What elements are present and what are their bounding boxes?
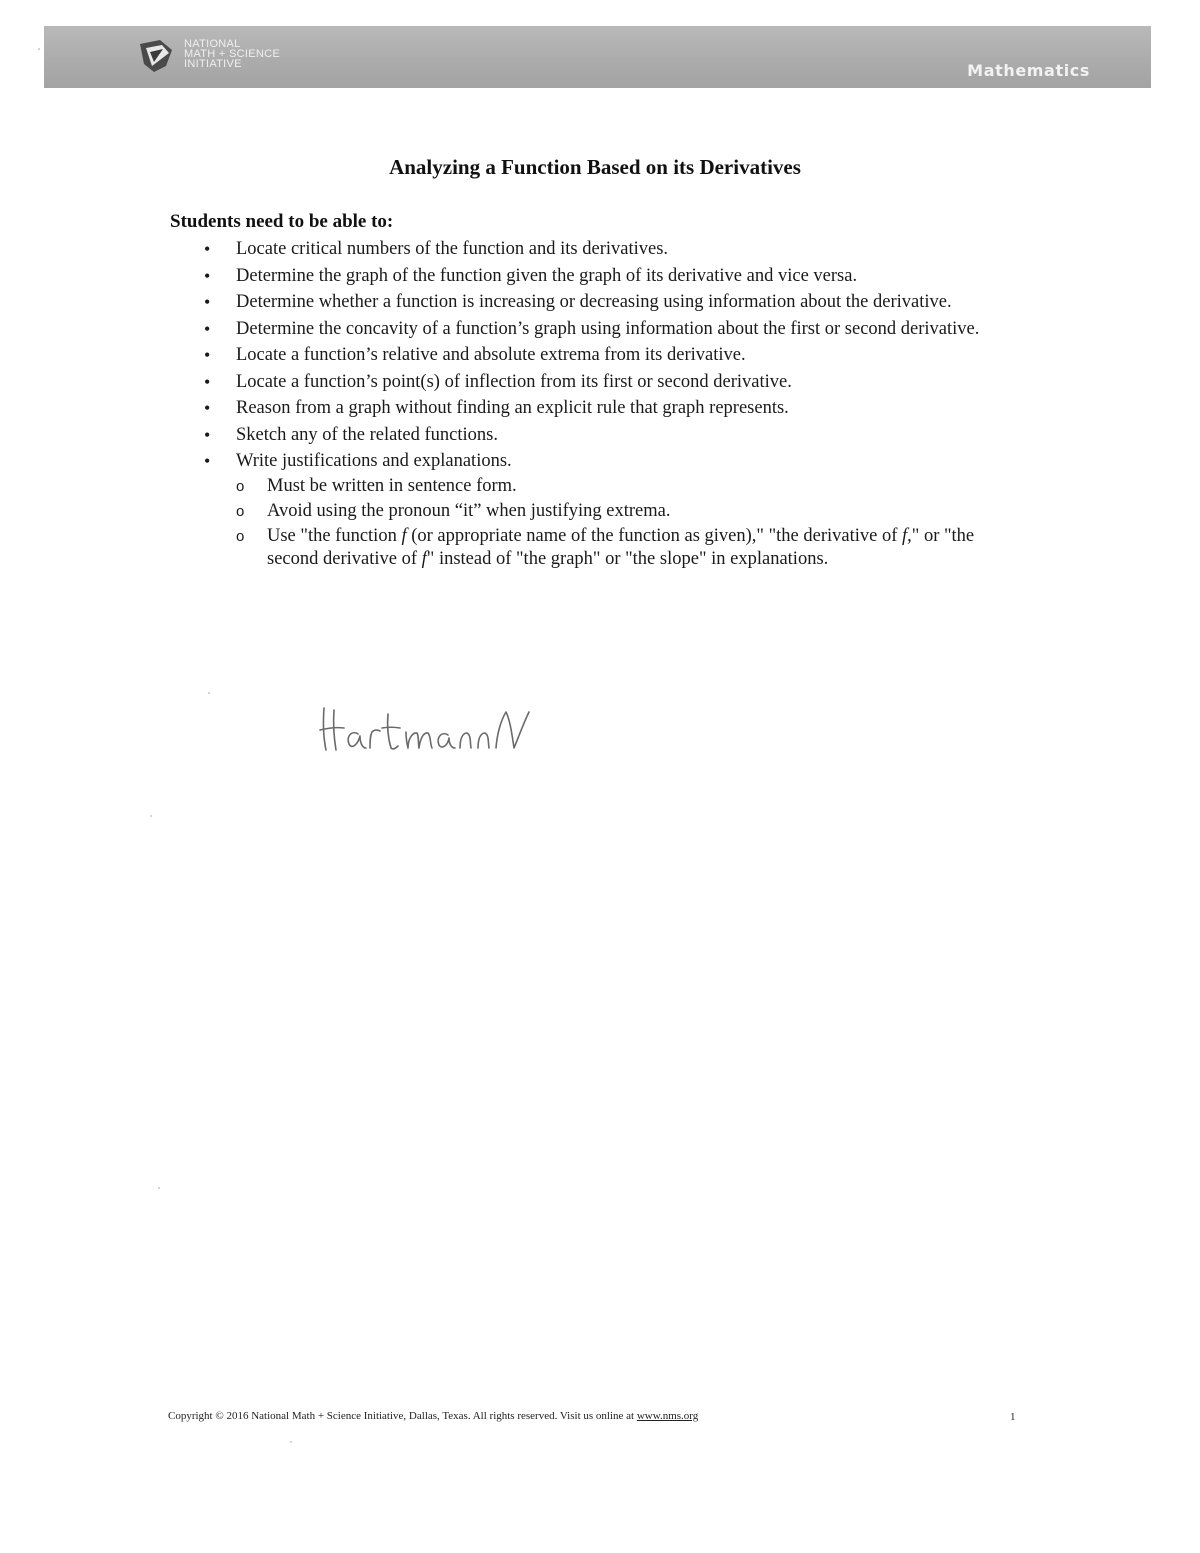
list-item: • Reason from a graph without finding an explicit rule that graph represents. — [204, 397, 1019, 420]
scan-speck — [158, 1187, 160, 1189]
handwritten-signature — [318, 700, 538, 756]
sub-list-item: o Avoid using the pronoun “it” when justifying extrema. — [236, 500, 1019, 523]
list-item-with-subitems — [204, 450, 1019, 571]
sub-item-text: (or appropriate name of the function as given)," "the derivative of — [406, 526, 903, 546]
copyright-text: Copyright © 2016 National Math + Science Initiative, Dallas, Texas. All rights reserved. Visit us online at — [168, 1410, 637, 1422]
sub-list-item — [236, 525, 1019, 571]
list-item: • Determine whether a function is increasing or decreasing using information about the derivative. — [204, 291, 1019, 314]
list-item: • Determine the graph of the function given the graph of its derivative and vice versa. — [204, 265, 1019, 288]
list-item: • Locate critical numbers of the function and its derivatives. — [204, 238, 1019, 261]
list-item: • Locate a function’s relative and absolute extrema from its derivative. — [204, 344, 1019, 367]
scan-speck — [150, 815, 152, 817]
header-bar — [44, 26, 1151, 88]
subject-label: Mathematics — [967, 61, 1090, 80]
list-item-text: Write justifications and explanations. — [236, 451, 512, 471]
section-heading: Students need to be able to: — [170, 211, 394, 232]
sub-item-text: ," or "the second derivative of — [267, 526, 975, 569]
scan-speck — [208, 692, 210, 694]
org-name-line: NATIONAL — [184, 38, 241, 50]
sub-list-item: o Must be written in sentence form. — [236, 475, 1019, 498]
org-name-line: INITIATIVE — [184, 58, 242, 70]
list-item: • Determine the concavity of a function’s graph using information about the first or second derivative. — [204, 318, 1019, 341]
skills-list — [204, 238, 1019, 575]
function-symbol: f — [902, 526, 908, 546]
org-name-line: MATH + SCIENCE — [184, 48, 280, 60]
list-item: • Locate a function’s point(s) of inflection from its first or second derivative. — [204, 371, 1019, 394]
function-symbol: f — [401, 526, 407, 546]
footer-copyright — [168, 1410, 698, 1422]
list-item: • Sketch any of the related functions. — [204, 424, 1019, 447]
scan-speck — [38, 48, 40, 50]
scan-speck — [290, 1441, 292, 1443]
sub-item-text: " instead of "the graph" or "the slope" in explanations. — [426, 549, 829, 569]
nmsi-logo-icon — [136, 36, 178, 76]
website-link[interactable]: www.nms.org — [636, 1410, 699, 1422]
sub-item-text: Use "the function — [267, 526, 402, 546]
page-number: 1 — [1010, 1411, 1016, 1423]
page-title: Analyzing a Function Based on its Derivatives — [389, 155, 801, 179]
sub-list — [236, 475, 1019, 571]
org-name — [184, 39, 280, 69]
function-symbol: f — [421, 549, 427, 569]
